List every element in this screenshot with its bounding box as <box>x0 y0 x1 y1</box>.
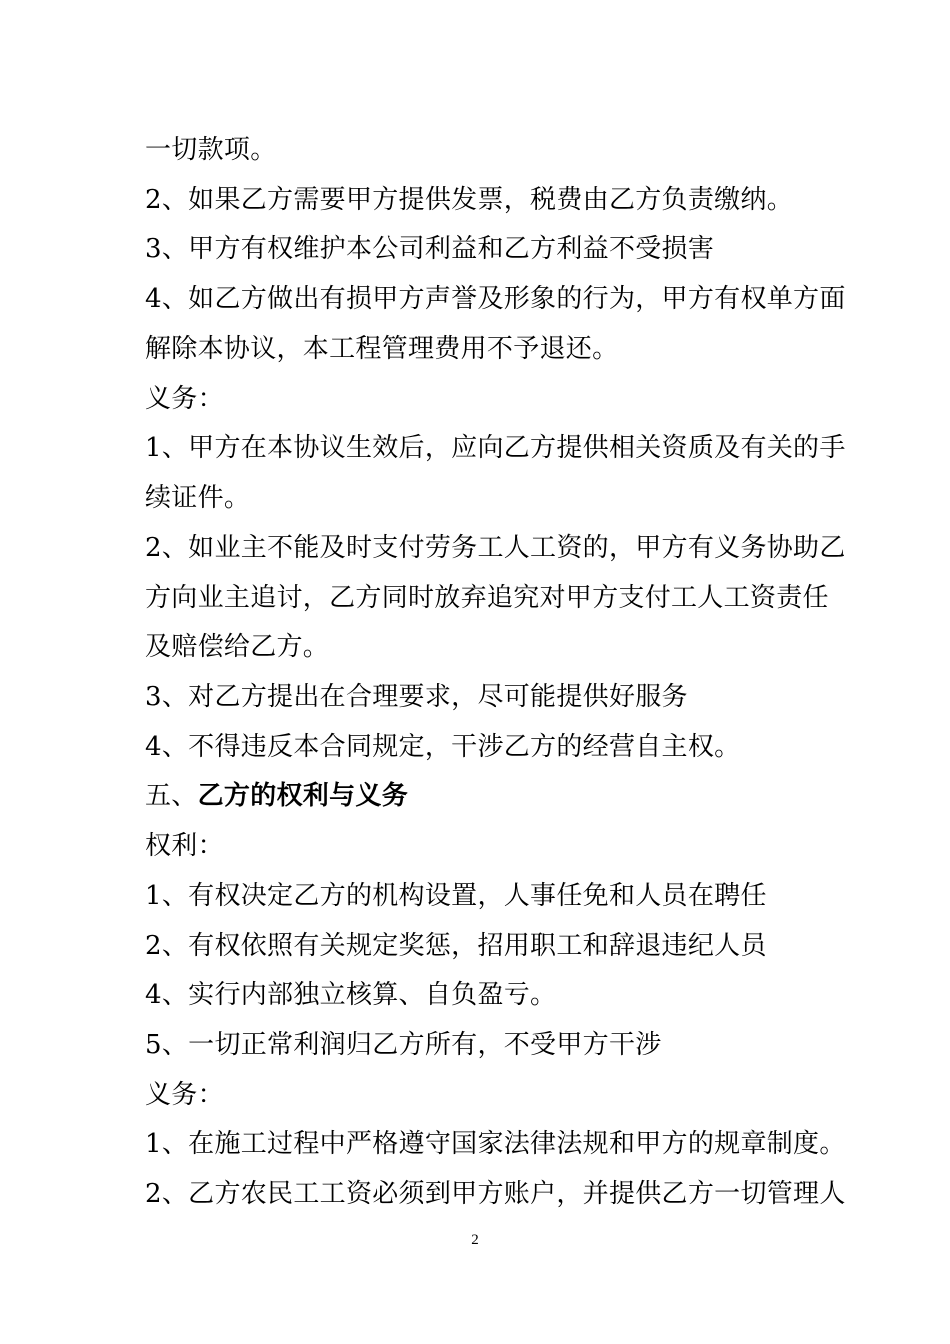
text-line: 3、甲方有权维护本公司利益和乙方利益不受损害 <box>145 234 715 264</box>
text-line: 5、一切正常利润归乙方所有，不受甲方干涉 <box>145 1030 662 1060</box>
text-line: 及赔偿给乙方。 <box>145 632 330 662</box>
text-line: 4、实行内部独立核算、自负盈亏。 <box>145 980 557 1010</box>
text-line: 1、在施工过程中严格遵守国家法律法规和甲方的规章制度。 <box>145 1129 846 1159</box>
text-line: 3、对乙方提出在合理要求，尽可能提供好服务 <box>145 682 688 712</box>
section-heading <box>145 780 408 812</box>
section-title: 乙方的权利与义务 <box>197 781 409 811</box>
text-line: 续证件。 <box>145 483 251 513</box>
text-line: 2、如业主不能及时支付劳务工人工资的，甲方有义务协助乙 <box>145 533 846 563</box>
text-line: 2、如果乙方需要甲方提供发票，税费由乙方负责缴纳。 <box>145 185 794 215</box>
section-number: 五、 <box>145 781 198 811</box>
text-line: 义务： <box>145 1080 224 1110</box>
text-line: 解除本协议，本工程管理费用不予退还。 <box>145 334 619 364</box>
text-line: 4、如乙方做出有损甲方声誉及形象的行为，甲方有权单方面 <box>145 284 846 314</box>
text-line: 方向业主追讨，乙方同时放弃追究对甲方支付工人工资责任 <box>145 583 829 613</box>
text-line: 义务： <box>145 384 224 414</box>
text-line: 权利： <box>145 831 224 861</box>
text-line: 1、有权决定乙方的机构设置，人事任免和人员在聘任 <box>145 881 767 911</box>
text-line: 一切款项。 <box>145 135 277 165</box>
text-line: 2、有权依照有关规定奖惩，招用职工和辞退违纪人员 <box>145 931 767 961</box>
page-number: 2 <box>471 1232 479 1248</box>
text-line: 1、甲方在本协议生效后，应向乙方提供相关资质及有关的手 <box>145 433 846 463</box>
text-line: 4、不得违反本合同规定，干涉乙方的经营自主权。 <box>145 732 741 762</box>
text-line: 2、乙方农民工工资必须到甲方账户，并提供乙方一切管理人 <box>145 1179 846 1209</box>
